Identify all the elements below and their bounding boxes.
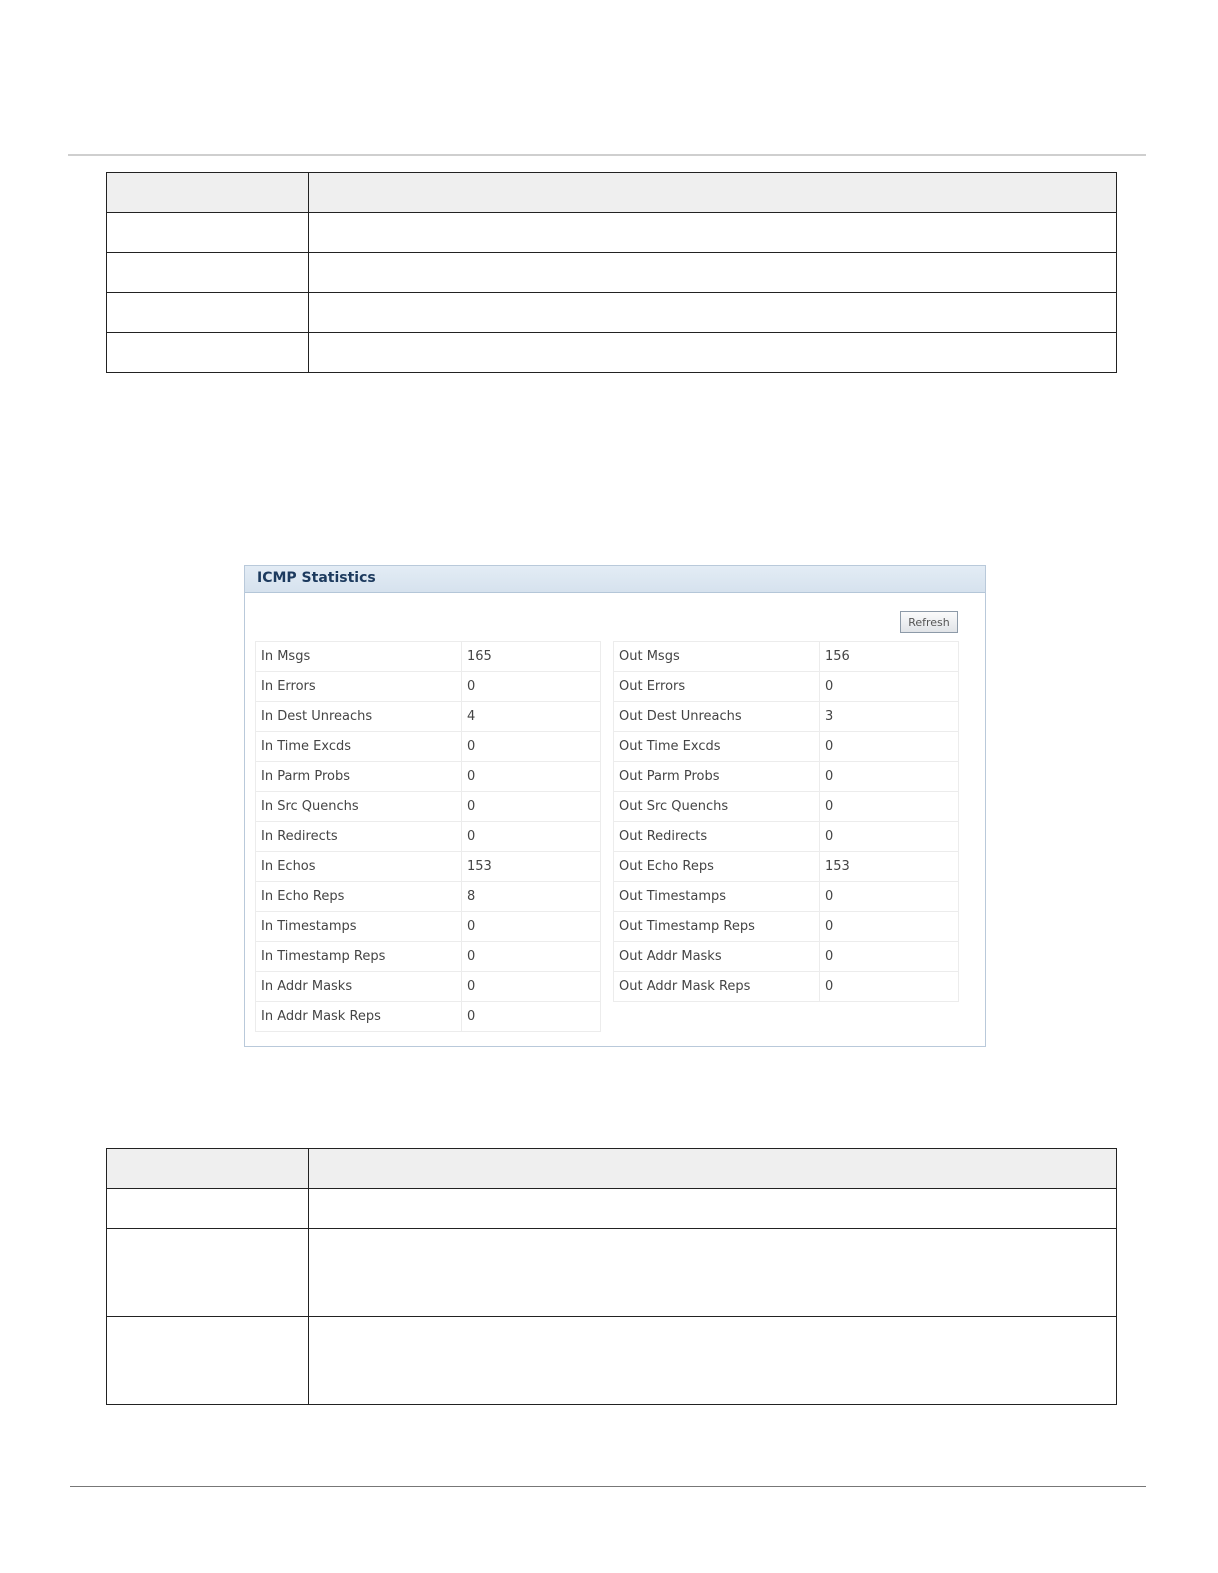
stats-row xyxy=(256,822,601,852)
stats-row xyxy=(614,882,959,912)
table-header-cell xyxy=(107,173,309,213)
description-table-top xyxy=(106,172,1117,373)
stat-label: In Echo Reps xyxy=(256,882,462,912)
table-cell xyxy=(309,1229,1117,1317)
stat-value: 156 xyxy=(820,642,959,672)
stats-row xyxy=(256,672,601,702)
stat-label: Out Addr Masks xyxy=(614,942,820,972)
stat-value: 0 xyxy=(820,672,959,702)
stats-row xyxy=(256,642,601,672)
stats-row xyxy=(256,882,601,912)
table-cell xyxy=(309,213,1117,253)
refresh-button[interactable]: Refresh xyxy=(900,611,958,633)
out-stats-table xyxy=(613,641,959,1002)
stat-value: 0 xyxy=(462,942,601,972)
table-cell xyxy=(107,1317,309,1405)
panel-header xyxy=(245,566,985,593)
table-header-cell xyxy=(309,1149,1117,1189)
stats-row xyxy=(256,1002,601,1032)
stat-value: 0 xyxy=(462,1002,601,1032)
table-header-row xyxy=(107,173,1117,213)
table-header-cell xyxy=(309,173,1117,213)
table-cell xyxy=(107,293,309,333)
stat-label: In Addr Mask Reps xyxy=(256,1002,462,1032)
table-cell xyxy=(309,253,1117,293)
stat-label: Out Timestamps xyxy=(614,882,820,912)
table-header-cell xyxy=(107,1149,309,1189)
stat-value: 153 xyxy=(462,852,601,882)
stats-row xyxy=(614,942,959,972)
stat-value: 0 xyxy=(462,792,601,822)
table-cell xyxy=(309,293,1117,333)
stat-label: In Errors xyxy=(256,672,462,702)
stats-row xyxy=(256,702,601,732)
stat-value: 0 xyxy=(462,732,601,762)
stat-label: Out Addr Mask Reps xyxy=(614,972,820,1002)
stats-row xyxy=(256,762,601,792)
stat-value: 4 xyxy=(462,702,601,732)
stat-label: In Src Quenchs xyxy=(256,792,462,822)
stats-row xyxy=(256,942,601,972)
table-row xyxy=(107,333,1117,373)
stat-label: In Redirects xyxy=(256,822,462,852)
stats-row xyxy=(614,852,959,882)
stat-value: 0 xyxy=(462,912,601,942)
table-cell xyxy=(309,1317,1117,1405)
stats-row xyxy=(614,732,959,762)
stat-value: 0 xyxy=(462,762,601,792)
stat-label: Out Dest Unreachs xyxy=(614,702,820,732)
stat-value: 0 xyxy=(462,972,601,1002)
table-header-row xyxy=(107,1149,1117,1189)
stat-value: 0 xyxy=(462,822,601,852)
stat-label: In Parm Probs xyxy=(256,762,462,792)
stat-value: 0 xyxy=(820,912,959,942)
table-cell xyxy=(107,333,309,373)
stat-label: In Msgs xyxy=(256,642,462,672)
stats-row xyxy=(614,702,959,732)
stats-row xyxy=(614,642,959,672)
stat-label: Out Src Quenchs xyxy=(614,792,820,822)
stat-label: Out Redirects xyxy=(614,822,820,852)
stat-value: 0 xyxy=(820,822,959,852)
table-row xyxy=(107,293,1117,333)
stat-value: 0 xyxy=(820,762,959,792)
stat-value: 165 xyxy=(462,642,601,672)
table-cell xyxy=(107,1229,309,1317)
table-row xyxy=(107,1317,1117,1405)
stat-label: Out Timestamp Reps xyxy=(614,912,820,942)
stats-row xyxy=(256,792,601,822)
stat-value: 0 xyxy=(820,972,959,1002)
stats-row xyxy=(614,762,959,792)
footer-rule xyxy=(70,1486,1146,1487)
stat-label: In Timestamp Reps xyxy=(256,942,462,972)
stat-value: 0 xyxy=(820,942,959,972)
stats-row xyxy=(614,822,959,852)
stats-row xyxy=(256,912,601,942)
table-cell xyxy=(309,333,1117,373)
table-row xyxy=(107,213,1117,253)
panel-title: ICMP Statistics xyxy=(257,570,376,586)
stat-label: In Timestamps xyxy=(256,912,462,942)
table-row xyxy=(107,253,1117,293)
stat-value: 0 xyxy=(820,882,959,912)
stats-row xyxy=(256,732,601,762)
stat-value: 153 xyxy=(820,852,959,882)
stat-value: 0 xyxy=(820,792,959,822)
stats-row xyxy=(614,972,959,1002)
table-cell xyxy=(309,1189,1117,1229)
stat-value: 0 xyxy=(462,672,601,702)
stats-row xyxy=(256,852,601,882)
table-cell xyxy=(107,1189,309,1229)
stat-label: Out Parm Probs xyxy=(614,762,820,792)
description-table-bottom xyxy=(106,1148,1117,1405)
table-cell xyxy=(107,253,309,293)
stat-label: Out Errors xyxy=(614,672,820,702)
stat-label: Out Echo Reps xyxy=(614,852,820,882)
stat-label: In Dest Unreachs xyxy=(256,702,462,732)
table-row xyxy=(107,1189,1117,1229)
stats-row xyxy=(614,672,959,702)
stat-label: In Echos xyxy=(256,852,462,882)
stats-row xyxy=(614,792,959,822)
stat-label: Out Time Excds xyxy=(614,732,820,762)
stat-value: 8 xyxy=(462,882,601,912)
stats-row xyxy=(256,972,601,1002)
header-rule xyxy=(68,154,1146,156)
stat-value: 0 xyxy=(820,732,959,762)
icmp-statistics-panel xyxy=(244,565,986,1047)
in-stats-table xyxy=(255,641,601,1032)
table-row xyxy=(107,1229,1117,1317)
stats-row xyxy=(614,912,959,942)
stat-value: 3 xyxy=(820,702,959,732)
stat-label: In Time Excds xyxy=(256,732,462,762)
table-cell xyxy=(107,213,309,253)
stat-label: In Addr Masks xyxy=(256,972,462,1002)
stat-label: Out Msgs xyxy=(614,642,820,672)
